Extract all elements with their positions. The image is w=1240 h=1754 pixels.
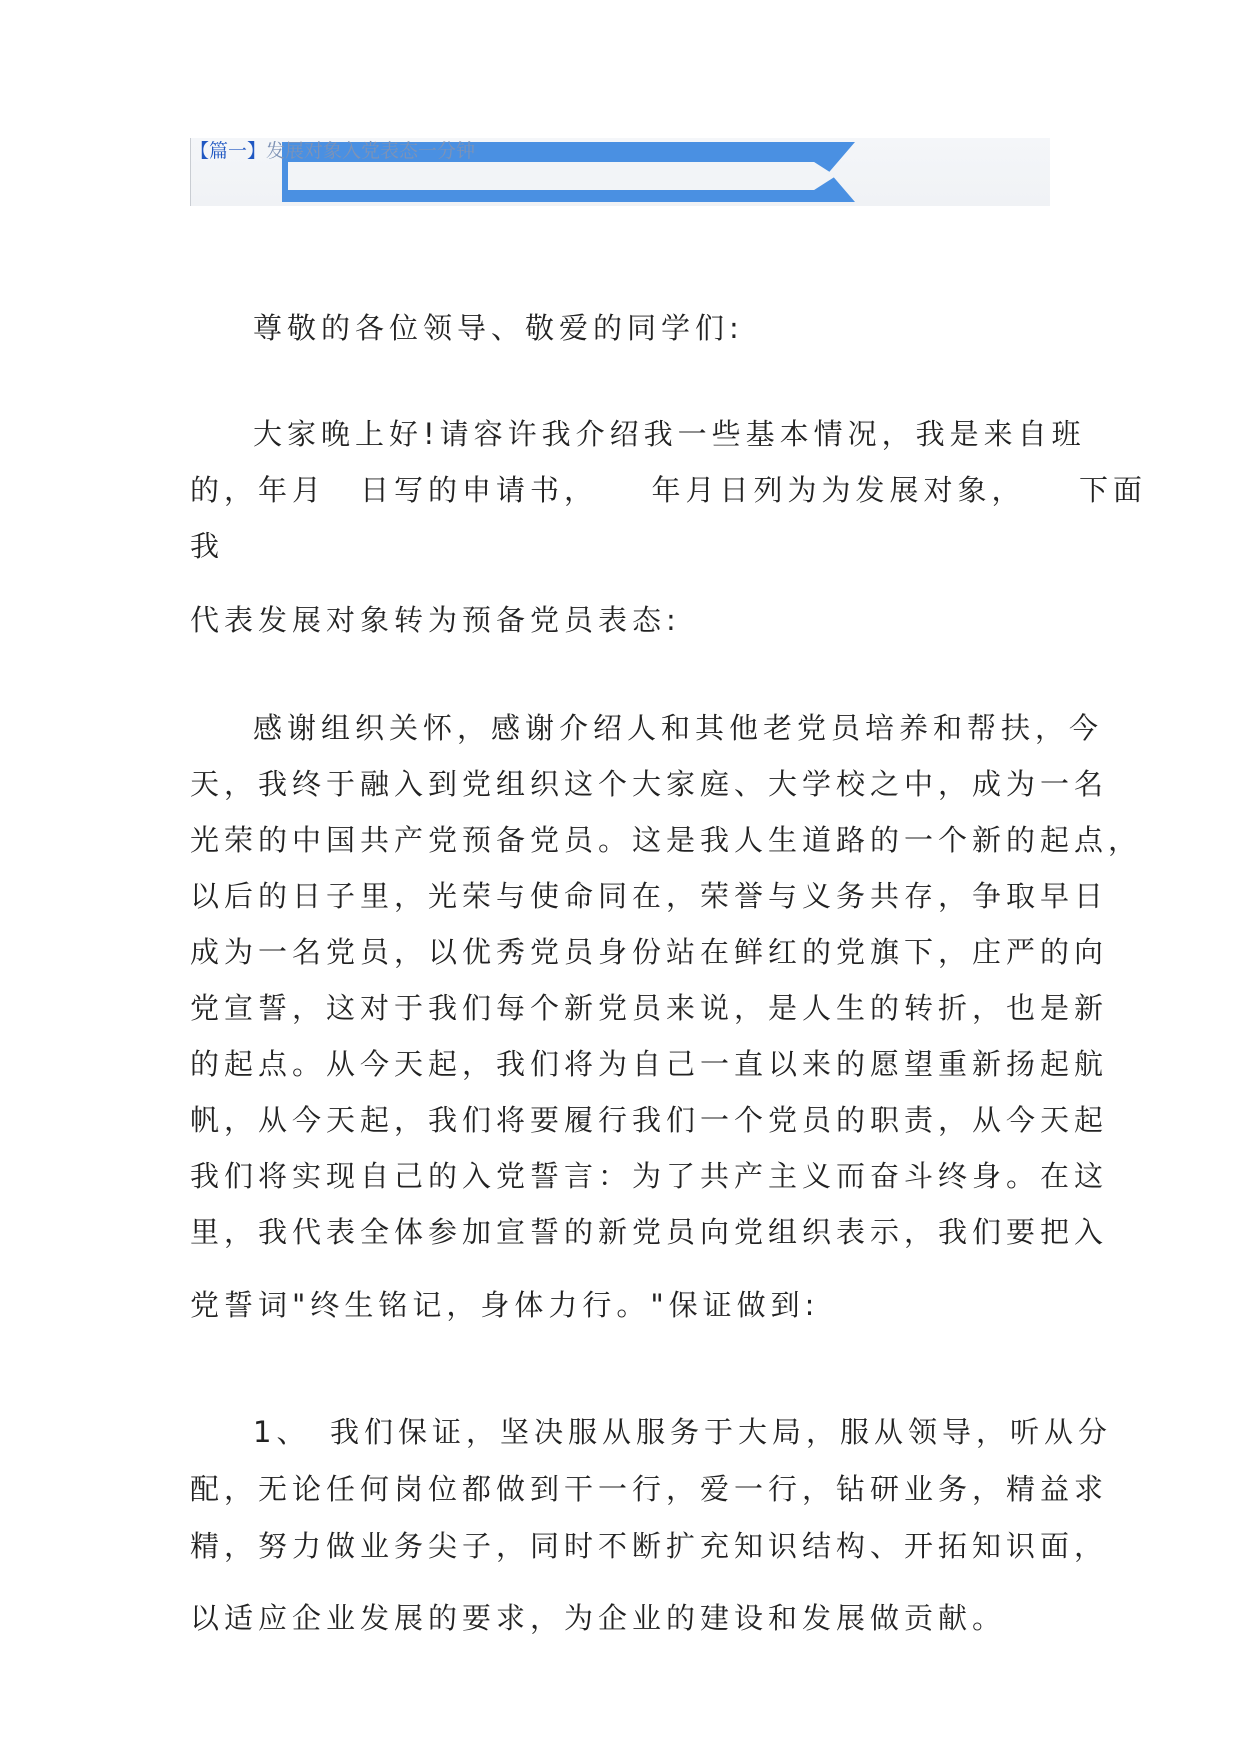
paragraph-line: 以后的日子里，光荣与使命同在，荣誉与义务共存，争取早日 (190, 879, 1109, 913)
paragraph-line: 成为一名党员，以优秀党员身份站在鲜红的党旗下，庄严的向 (190, 935, 1109, 969)
section-tag: 【篇一】 (190, 140, 267, 162)
paragraph-line: 帆，从今天起，我们将要履行我们一个党员的职责，从今天起 (190, 1103, 1109, 1137)
list-item-line: 1、 我们保证，坚决服从服务于大局，服从领导，听从分 (253, 1415, 1112, 1449)
paragraph-line: 大家晚上好!请容许我介绍我一些基本情况，我是来自班 (253, 417, 1086, 451)
section-title (190, 138, 475, 164)
paragraph-line: 的起点。从今天起，我们将为自己一直以来的愿望重新扬起航 (190, 1047, 1109, 1081)
paragraph-line: 感谢组织关怀，感谢介绍人和其他老党员培养和帮扶，今 (253, 711, 1104, 745)
paragraph-line: 代表发展对象转为预备党员表态: (190, 603, 681, 637)
section-title-text: 发展对象入党表态一分钟 (266, 140, 476, 162)
header-banner (190, 138, 1050, 206)
banner-ribbon-inner (288, 162, 836, 190)
list-item-line: 配，无论任何岗位都做到干一行，爱一行，钻研业务，精益求 (190, 1472, 1109, 1506)
paragraph-line: 我 (190, 529, 225, 563)
paragraph-line: 党宣誓，这对于我们每个新党员来说，是人生的转折，也是新 (190, 991, 1109, 1025)
list-item-line: 精，努力做业务尖子，同时不断扩充知识结构、开拓知识面， (190, 1529, 1109, 1563)
paragraph-line: 我们将实现自己的入党誓言：为了共产主义而奋斗终身。在这 (190, 1159, 1109, 1193)
paragraph-line: 里，我代表全体参加宣誓的新党员向党组织表示，我们要把入 (190, 1215, 1109, 1249)
paragraph-line: 天，我终于融入到党组织这个大家庭、大学校之中，成为一名 (190, 767, 1109, 801)
paragraph-line: 党誓词"终生铭记，身体力行。"保证做到: (190, 1288, 820, 1322)
paragraph-line: 光荣的中国共产党预备党员。这是我人生道路的一个新的起点， (190, 823, 1143, 857)
salutation: 尊敬的各位领导、敬爱的同学们: (253, 311, 744, 345)
paragraph-line: 的，年月 日写的申请书， 年月日列为为发展对象， 下面 (190, 473, 1148, 507)
list-item-line: 以适应企业发展的要求，为企业的建设和发展做贡献。 (190, 1601, 1007, 1635)
